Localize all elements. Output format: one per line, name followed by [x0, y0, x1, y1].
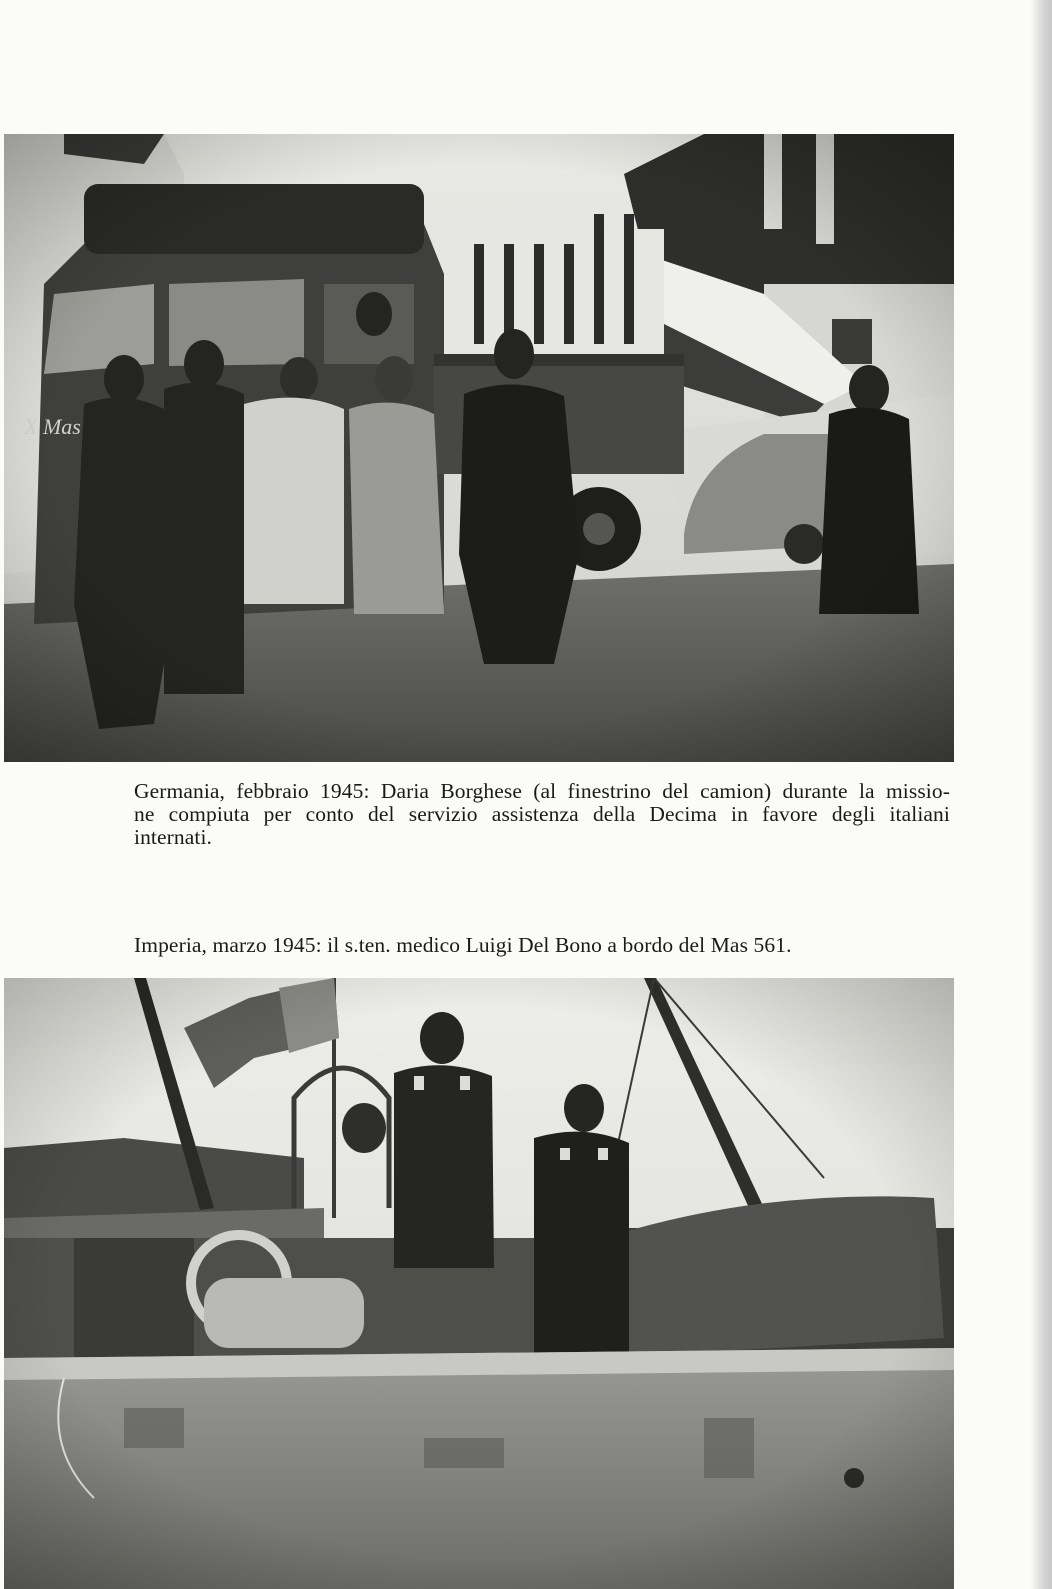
caption-line: ne compiuta per conto del servizio assistenza della Decima in favore degli italiani: [134, 802, 950, 826]
photo-truck-group: [4, 134, 954, 762]
caption-line: Germania, febbraio 1945: Daria Borghese (al finestrino del camion) durante la missio-: [134, 779, 950, 803]
caption-line: internati.: [134, 825, 213, 849]
photo-boat-crew: [4, 978, 954, 1589]
caption-boat-crew: Imperia, marzo 1945: il s.ten. medico Luigi Del Bono a bordo del Mas 561.: [134, 933, 792, 957]
photo-truck-group-image: [4, 134, 954, 762]
photo-boat-crew-image: [4, 978, 954, 1589]
caption-truck-group: [134, 780, 950, 849]
page-binding-edge: [1030, 0, 1052, 1589]
